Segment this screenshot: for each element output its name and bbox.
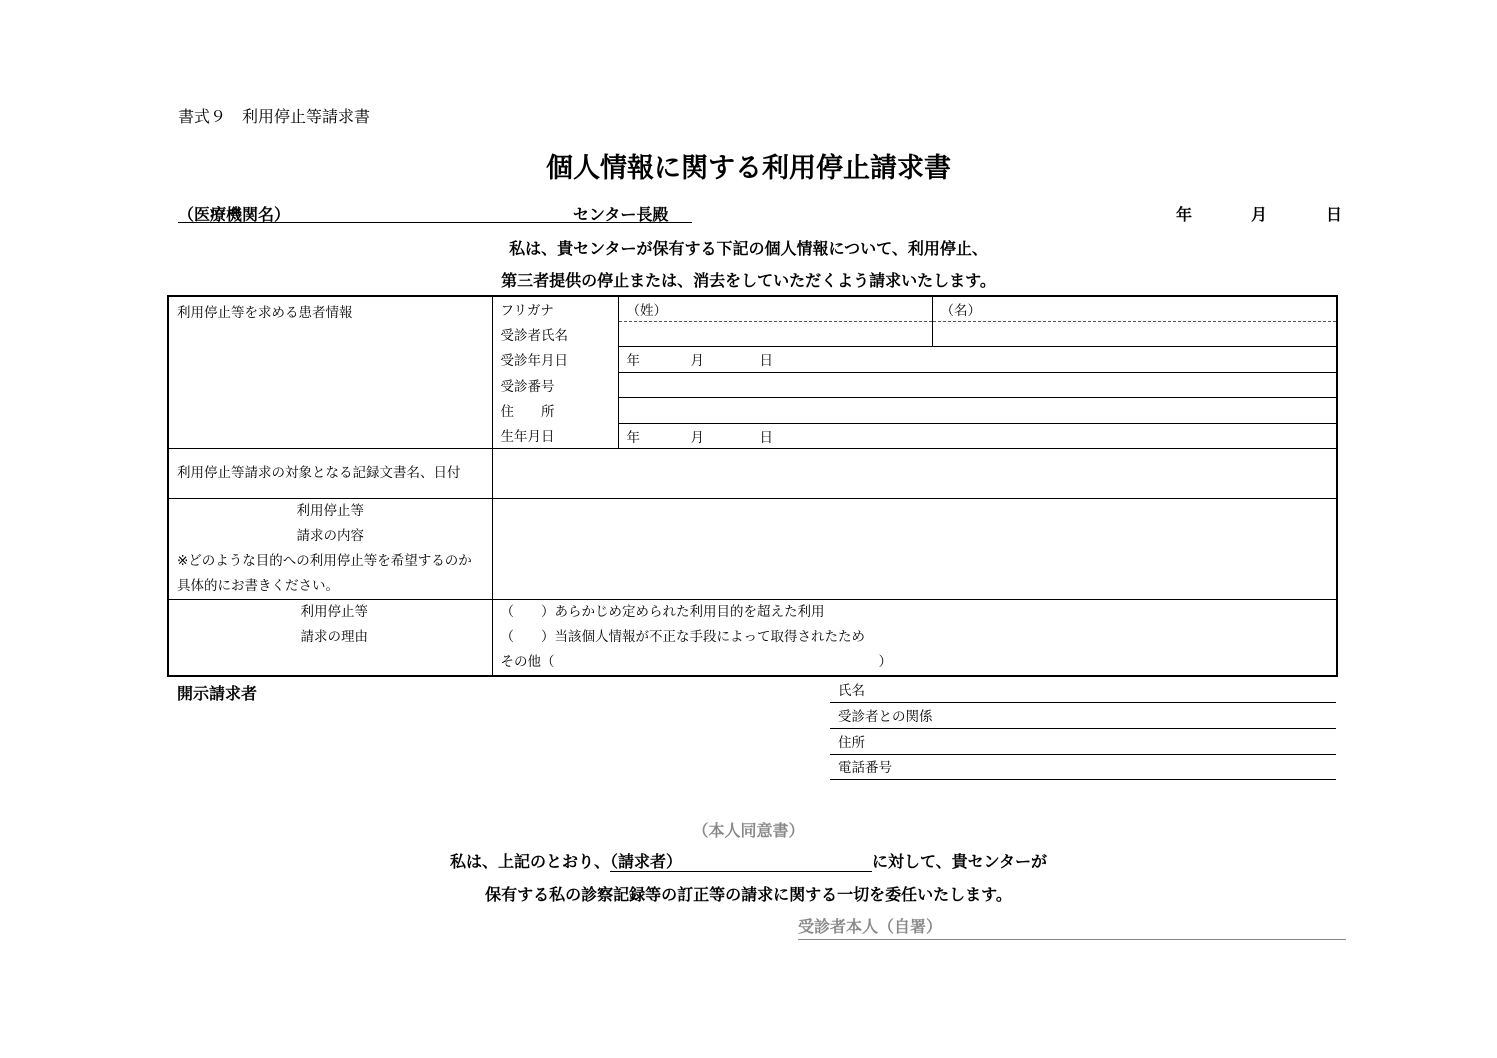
requester-name-field[interactable] (830, 677, 1336, 703)
visit-date-year: 年 (626, 353, 640, 369)
furigana-label: フリガナ (492, 296, 618, 321)
document-name-field[interactable] (492, 448, 1337, 498)
request-table (167, 295, 1338, 677)
visit-date-month: 月 (690, 353, 704, 369)
requester-relation-label: 受診者との関係 (838, 709, 933, 725)
request-content-label (168, 498, 492, 599)
intro-line-2: 第三者提供の停止または、消去をしていただくよう請求いたします。 (501, 271, 996, 290)
page-title: 個人情報に関する利用停止請求書 (546, 153, 951, 184)
birth-date-month: 月 (690, 429, 704, 446)
requester-phone-label: 電話番号 (838, 760, 892, 776)
request-content-field[interactable] (492, 498, 1337, 599)
form-id: 書式９ 利用停止等請求書 (178, 107, 371, 126)
request-content-note: ※どのような目的への利用停止等を希望するのか具体的にお書きください。 (177, 552, 472, 594)
request-reason-options (492, 599, 1337, 676)
reason-option-2[interactable]: （ ）当該個人情報が不正な手段によって取得されたため (500, 628, 865, 645)
requester-relation-field[interactable] (830, 703, 1336, 729)
date-day-label: 日 (1326, 205, 1343, 224)
request-reason-label-2: 請求の理由 (300, 628, 368, 645)
consent-requester-label: （請求者） (609, 852, 682, 871)
patient-given-name-input[interactable] (932, 321, 1337, 346)
date-year-label: 年 (1176, 205, 1193, 224)
birth-date-field[interactable] (618, 423, 1337, 448)
birth-date-day: 日 (759, 429, 773, 446)
date-month-label: 月 (1251, 205, 1268, 224)
reason-other[interactable]: その他（ ） (500, 653, 892, 670)
requester-address-field[interactable] (830, 729, 1336, 755)
consent-line-1 (0, 849, 1497, 872)
requester-title: 開示請求者 (177, 684, 258, 703)
consent-line-2: 保有する私の診察記録等の訂正等の請求に関する一切を委任いたします。 (485, 885, 1012, 904)
birth-date-year: 年 (626, 429, 640, 446)
patient-name-label: 受診者氏名 (492, 321, 618, 346)
visit-date-field[interactable] (618, 346, 1337, 372)
visit-number-label: 受診番号 (492, 372, 618, 397)
requester-name-label: 氏名 (838, 683, 865, 699)
surname-field[interactable]: （姓） (618, 296, 932, 321)
consent-prefix: 私は、上記のとおり、 (449, 852, 610, 871)
given-name-field[interactable]: （名） (932, 296, 1337, 321)
consent-requester-blank[interactable] (682, 855, 872, 872)
signature-field[interactable] (798, 914, 1346, 940)
intro-line-1: 私は、貴センターが保有する下記の個人情報について、利用停止、 (509, 239, 988, 258)
visit-date-label: 受診年月日 (492, 346, 618, 372)
requester-address-label: 住所 (838, 735, 865, 751)
patient-surname-input[interactable] (618, 321, 932, 346)
visit-date-day: 日 (759, 353, 773, 369)
request-content-label-1: 利用停止等 (296, 502, 364, 519)
address-label: 住 所 (492, 397, 618, 423)
reason-option-1[interactable]: （ ）あらかじめ定められた利用目的を超えた利用 (500, 603, 825, 620)
request-content-label-2: 請求の内容 (296, 527, 364, 544)
birth-date-label: 生年月日 (492, 423, 618, 448)
request-reason-label-1: 利用停止等 (300, 603, 368, 620)
patient-info-label: 利用停止等を求める患者情報 (177, 305, 353, 321)
consent-suffix: に対して、貴センターが (871, 852, 1048, 871)
requester-phone-field[interactable] (830, 754, 1336, 780)
center-head-label: センター長殿 (573, 205, 669, 224)
document-name-label: 利用停止等請求の対象となる記録文書名、日付 (168, 448, 492, 498)
request-reason-label (168, 599, 492, 676)
visit-number-field[interactable] (618, 372, 1337, 397)
consent-title: （本人同意書） (692, 821, 805, 840)
signature-label: 受診者本人（自署） (798, 917, 943, 936)
address-field[interactable] (618, 397, 1337, 423)
addressee-label: （医療機関名） (178, 205, 291, 224)
